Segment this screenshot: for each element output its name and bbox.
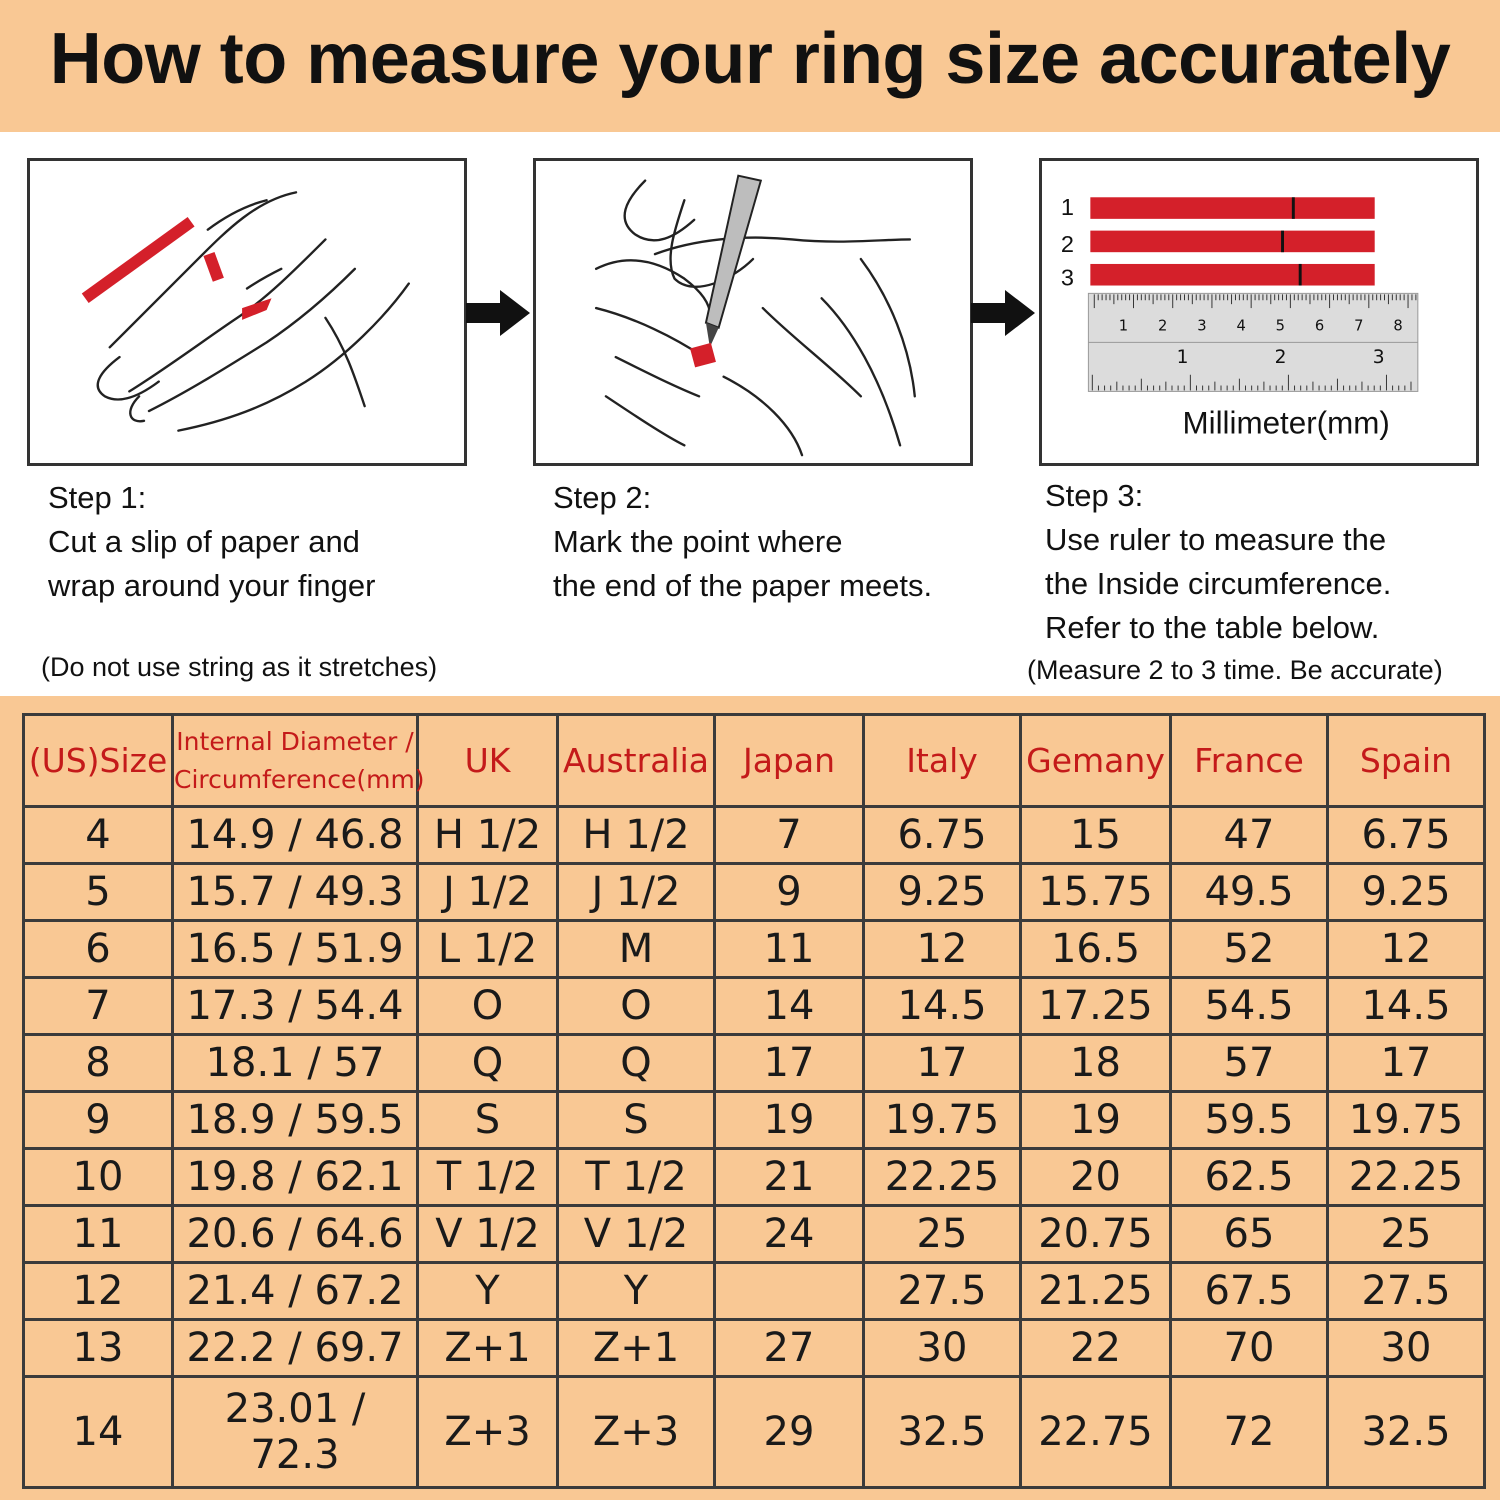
table-row [24, 1320, 1485, 1377]
table-cell: 4 [24, 807, 173, 864]
table-cell: 14 [24, 1377, 173, 1488]
table-cell: J 1/2 [418, 864, 558, 921]
ruler-unit-label: Millimeter(mm) [1182, 405, 1390, 441]
table-cell: 14.5 [864, 978, 1021, 1035]
step1-illustration [27, 158, 467, 466]
table-cell: 11 [24, 1206, 173, 1263]
paper-strip [1090, 264, 1374, 286]
step-line: Refer to the table below. [1045, 610, 1380, 645]
column-header-germany: Gemany [1021, 715, 1171, 807]
table-cell: Y [418, 1263, 558, 1320]
table-cell: 65 [1171, 1206, 1328, 1263]
table-cell: 22.25 [864, 1149, 1021, 1206]
table-cell: 18 [1021, 1035, 1171, 1092]
table-cell: T 1/2 [558, 1149, 715, 1206]
table-cell: 27.5 [864, 1263, 1021, 1320]
table-cell: 27 [715, 1320, 864, 1377]
column-header-france: France [1171, 715, 1328, 807]
table-cell: Q [558, 1035, 715, 1092]
ring-size-table [22, 713, 1486, 1489]
step-heading: Step 3: [1045, 478, 1144, 513]
table-cell: 54.5 [1171, 978, 1328, 1035]
ruler-inch-label: 1 [1176, 346, 1189, 368]
table-row [24, 807, 1485, 864]
strip-label: 2 [1060, 231, 1075, 258]
table-cell: 20.75 [1021, 1206, 1171, 1263]
table-row [24, 921, 1485, 978]
table-cell: 6 [24, 921, 173, 978]
ruler-cm-label: 2 [1158, 317, 1168, 335]
table-cell: 17.3 / 54.4 [173, 978, 418, 1035]
header-line: Internal Diameter / [176, 726, 414, 756]
column-header-spain: Spain [1328, 715, 1485, 807]
step-line: Use ruler to measure the [1045, 522, 1387, 557]
table-cell: O [558, 978, 715, 1035]
step1-text [48, 476, 375, 608]
table-cell: H 1/2 [558, 807, 715, 864]
table-cell: 29 [715, 1377, 864, 1488]
table-cell: 17 [715, 1035, 864, 1092]
table-cell: 22 [1021, 1320, 1171, 1377]
table-cell: 12 [1328, 921, 1485, 978]
paper-strip [1090, 197, 1374, 219]
table-cell: 7 [715, 807, 864, 864]
right-arrow-icon [466, 290, 530, 336]
table-cell: 12 [864, 921, 1021, 978]
table-row [24, 1035, 1485, 1092]
table-cell: 8 [24, 1035, 173, 1092]
table-cell: Z+1 [418, 1320, 558, 1377]
table-row [24, 1149, 1485, 1206]
table-cell: 49.5 [1171, 864, 1328, 921]
table-cell: 19.75 [1328, 1092, 1485, 1149]
table-cell: 7 [24, 978, 173, 1035]
table-body [24, 807, 1485, 1488]
table-cell: 13 [24, 1320, 173, 1377]
table-cell: 9 [715, 864, 864, 921]
table-cell: T 1/2 [418, 1149, 558, 1206]
step-heading: Step 2: [553, 480, 652, 515]
ruler-cm-label: 7 [1354, 317, 1364, 335]
table-cell: 14.9 / 46.8 [173, 807, 418, 864]
table-cell: 47 [1171, 807, 1328, 864]
table-cell: 22.2 / 69.7 [173, 1320, 418, 1377]
table-cell: 59.5 [1171, 1092, 1328, 1149]
table-cell: 14.5 [1328, 978, 1485, 1035]
table-cell: Q [418, 1035, 558, 1092]
table-row [24, 1206, 1485, 1263]
ruler-cm-label: 3 [1197, 317, 1207, 335]
step-line: Cut a slip of paper and [48, 524, 360, 559]
table-cell: 30 [1328, 1320, 1485, 1377]
table-cell: 14 [715, 978, 864, 1035]
step3-illustration [1039, 158, 1479, 466]
table-cell: 21.25 [1021, 1263, 1171, 1320]
table-cell: Z+1 [558, 1320, 715, 1377]
step2-text [553, 476, 932, 608]
ruler-inch-label: 2 [1274, 346, 1287, 368]
table-cell: 19.8 / 62.1 [173, 1149, 418, 1206]
table-cell: M [558, 921, 715, 978]
table-cell: 15.7 / 49.3 [173, 864, 418, 921]
table-row [24, 1263, 1485, 1320]
table-row [24, 1377, 1485, 1488]
table-cell: Z+3 [558, 1377, 715, 1488]
table-cell: J 1/2 [558, 864, 715, 921]
table-cell: 27.5 [1328, 1263, 1485, 1320]
table-cell: V 1/2 [418, 1206, 558, 1263]
table-cell: 9.25 [1328, 864, 1485, 921]
table-cell: 15 [1021, 807, 1171, 864]
table-cell: S [418, 1092, 558, 1149]
table-cell: 18.9 / 59.5 [173, 1092, 418, 1149]
table-cell: 70 [1171, 1320, 1328, 1377]
table-cell: 67.5 [1171, 1263, 1328, 1320]
table-row [24, 1092, 1485, 1149]
table-cell: 16.5 [1021, 921, 1171, 978]
ruler-cm-label: 5 [1275, 317, 1286, 335]
step-line: the end of the paper meets. [553, 568, 933, 603]
strip-label: 1 [1060, 193, 1075, 220]
ruler-cm-label: 4 [1236, 317, 1246, 335]
title-banner [0, 0, 1500, 132]
table-cell: 32.5 [864, 1377, 1021, 1488]
paper-strip [1090, 231, 1374, 253]
table-row [24, 864, 1485, 921]
table-cell: 25 [864, 1206, 1021, 1263]
right-arrow-icon [971, 290, 1035, 336]
table-cell: H 1/2 [418, 807, 558, 864]
table-cell: 15.75 [1021, 864, 1171, 921]
step-heading: Step 1: [48, 480, 147, 515]
table-cell: 19.75 [864, 1092, 1021, 1149]
table-cell: 32.5 [1328, 1377, 1485, 1488]
table-cell: 19 [715, 1092, 864, 1149]
ruler-cm-label: 1 [1118, 317, 1129, 335]
header-line: Circumference(mm) [174, 764, 425, 794]
column-header-japan: Japan [715, 715, 864, 807]
step-line: the Inside circumference. [1045, 566, 1392, 601]
table-cell: 62.5 [1171, 1149, 1328, 1206]
ruler-cm-label: 6 [1314, 317, 1325, 335]
step1-note: (Do not use string as it stretches) [41, 652, 438, 682]
table-cell: 16.5 / 51.9 [173, 921, 418, 978]
table-cell: 25 [1328, 1206, 1485, 1263]
ruler-inch-label: 3 [1372, 346, 1385, 368]
table-cell: 22.25 [1328, 1149, 1485, 1206]
step3-note: (Measure 2 to 3 time. Be accurate) [1027, 655, 1443, 685]
ruler-cm-label: 8 [1393, 317, 1403, 335]
table-row [24, 978, 1485, 1035]
column-header-uk: UK [418, 715, 558, 807]
table-cell: 17 [1328, 1035, 1485, 1092]
step-line: wrap around your finger [48, 568, 376, 603]
table-cell: 6.75 [1328, 807, 1485, 864]
table-cell: 72 [1171, 1377, 1328, 1488]
hand-wrap-illustration [30, 161, 464, 463]
table-cell: Y [558, 1263, 715, 1320]
table-cell: O [418, 978, 558, 1035]
table-cell: 20.6 / 64.6 [173, 1206, 418, 1263]
table-cell: 12 [24, 1263, 173, 1320]
table-cell: 21 [715, 1149, 864, 1206]
table-cell: 5 [24, 864, 173, 921]
table-cell: 20 [1021, 1149, 1171, 1206]
table-cell: 9 [24, 1092, 173, 1149]
table-cell: 23.01 / 72.3 [173, 1377, 418, 1488]
table-cell: 57 [1171, 1035, 1328, 1092]
table-cell: 11 [715, 921, 864, 978]
table-cell: 9.25 [864, 864, 1021, 921]
table-cell: 52 [1171, 921, 1328, 978]
table-cell: 19 [1021, 1092, 1171, 1149]
page-title: How to measure your ring size accurately [49, 19, 1451, 99]
table-cell: 24 [715, 1206, 864, 1263]
table-cell: 6.75 [864, 807, 1021, 864]
table-cell: 10 [24, 1149, 173, 1206]
column-header-diameter [173, 715, 425, 807]
hand-mark-illustration [536, 161, 970, 463]
column-header-australia: Australia [558, 715, 715, 807]
step2-illustration [533, 158, 973, 466]
table-cell [715, 1263, 864, 1320]
table-cell: 21.4 / 67.2 [173, 1263, 418, 1320]
step-line: Mark the point where [553, 524, 843, 559]
table-cell: 30 [864, 1320, 1021, 1377]
table-header-row [24, 715, 1485, 807]
column-header-us-size: (US)Size [24, 715, 173, 807]
strip-label: 3 [1060, 264, 1075, 291]
table-cell: S [558, 1092, 715, 1149]
table-cell: 22.75 [1021, 1377, 1171, 1488]
table-cell: Z+3 [418, 1377, 558, 1488]
table-cell: 18.1 / 57 [173, 1035, 418, 1092]
table-cell: L 1/2 [418, 921, 558, 978]
table-cell: 17 [864, 1035, 1021, 1092]
table-cell: 17.25 [1021, 978, 1171, 1035]
ruler-illustration [1042, 161, 1476, 463]
table-cell: V 1/2 [558, 1206, 715, 1263]
column-header-italy: Italy [864, 715, 1021, 807]
step3-text [1045, 474, 1391, 650]
